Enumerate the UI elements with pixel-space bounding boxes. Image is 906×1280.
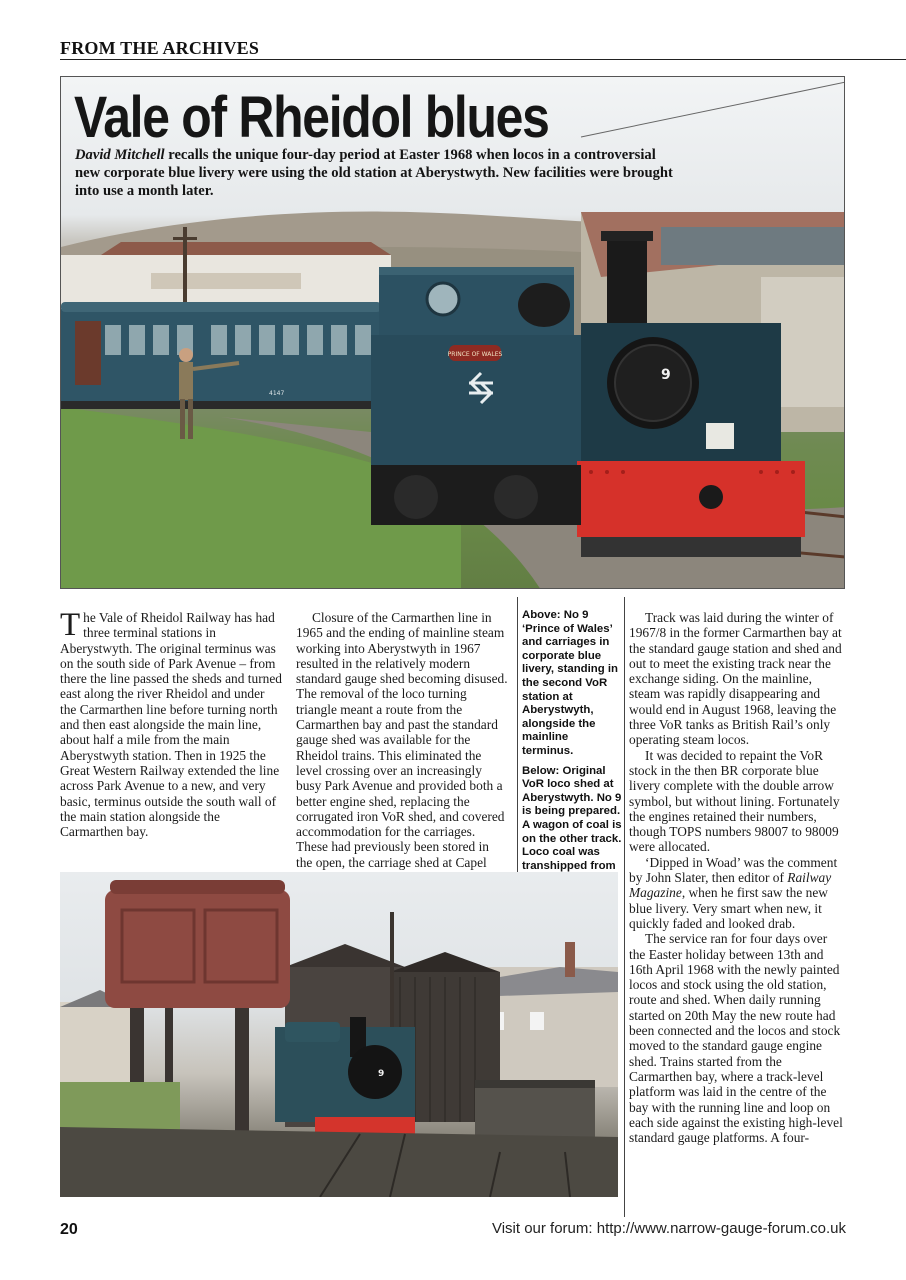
paragraph-text: , when he first saw the new blue livery. Very smart when new, it quickly faded and looked drab. xyxy=(629,885,828,931)
page-number: 20 xyxy=(60,1221,78,1238)
column-divider xyxy=(624,597,625,1217)
section-heading: FROM THE ARCHIVES xyxy=(60,38,260,58)
magazine-title: Railway Magazine xyxy=(629,870,832,901)
body-column-1 xyxy=(60,607,282,840)
paragraph xyxy=(60,607,282,840)
paragraph: It was decided to repaint the VoR stock in the then BR corporate blue livery complete with the double arrow symbol, but without lining. Fortunately the engines retained their numbers, though TOPS numbers 98007 to 98009 were allocated. xyxy=(629,747,840,855)
drop-cap: T xyxy=(60,607,81,643)
caption-below: Below: Original VoR loco shed at Aberystwyth. No 9 is being prepared. A wagon of coal is on the other track. Loco coal was transhipped from xyxy=(522,764,622,872)
coach-number-label: 4147 xyxy=(269,390,285,397)
paragraph-text: he Vale of Rheidol Railway has had three terminal stations in Aberystwyth. The original terminus was on the south side of Park Avenue – from there the line passed the sheds and turned east along the river Rheidol and under the Carmarthen line before turning north and then east alongside the main line, about half a mile from the main Aberystwyth station. Then in 1925 the Great Western Railway extended the line across Park Avenue to a new, and very basic, terminus outside the south wall of the main station alongside the Carmarthen bay. xyxy=(60,610,282,840)
shed-loco-number: 9 xyxy=(378,1069,385,1079)
paragraph: Closure of the Carmarthen line in 1965 and the ending of mainline steam working into Aberystwyth in 1967 resulted in the relatively modern standard gauge shed becoming disused. The removal of the loco turning triangle meant a route from the Carmarthen bay and past the standard gauge shed was available for the Rheidol trains. This eliminated the level crossing over an increasingly busy Park Avenue and provided both a better engine shed, replacing the corrugated iron VoR shed, and covered accommodation for the carriages. These had previously been stored in the open, the carriage shed at Capel xyxy=(296,610,508,870)
body-column-2 xyxy=(296,610,508,901)
standfirst-text: recalls the unique four-day period at Easter 1968 when locos in a controversial new corporate blue livery were using the old station at Aberystwyth. New facilities were brought into use a month later. xyxy=(75,147,673,199)
caption-above: Above: No 9 ‘Prince of Wales’ and carriages in corporate blue livery, standing in the second VoR station at Aberystwyth, alongside the mainline terminus. xyxy=(522,609,618,757)
paragraph: The service ran for four days over the Easter holiday between 13th and 16th April 1968 with the newly painted locos and stock using the old station, route and shed. When daily running started on 20th May the new route had been connected and the locos and stock moved to the standard gauge engine shed. Trains started from the Carmarthen bay, where a track-level platform was laid in the centre of the bay with the running line and loop on each side against the existing high-level standard gauge platforms. A four- xyxy=(629,931,843,1146)
paragraph: Track was laid during the winter of 1967/8 in the former Carmarthen bay at the standard gauge station and shed and out to meet the existing track near the exchange siding. On the mainline, steam was rapidly disappearing and would end in August 1968, leaving the three VoR tanks as British Rail’s only operating steam locos. xyxy=(629,610,842,748)
forum-footer: Visit our forum: http://www.narrow-gauge-forum.co.uk xyxy=(491,1220,846,1237)
article-title: Vale of Rheidol blues xyxy=(74,85,549,150)
headboard-label: PRINCE OF WALES xyxy=(447,351,503,358)
hero-loco-number: 9 xyxy=(661,367,671,383)
body-column-4 xyxy=(629,610,846,1145)
standfirst-author: David Mitchell xyxy=(75,147,165,163)
section-rule xyxy=(60,59,906,60)
loco-shed-photo xyxy=(60,872,618,1197)
paragraph xyxy=(629,855,846,931)
loco-shed-illustration xyxy=(60,872,618,1197)
standfirst xyxy=(75,146,675,200)
paragraph-text: ‘Dipped in Woad’ was the comment by John Slater, then editor of xyxy=(629,854,838,886)
